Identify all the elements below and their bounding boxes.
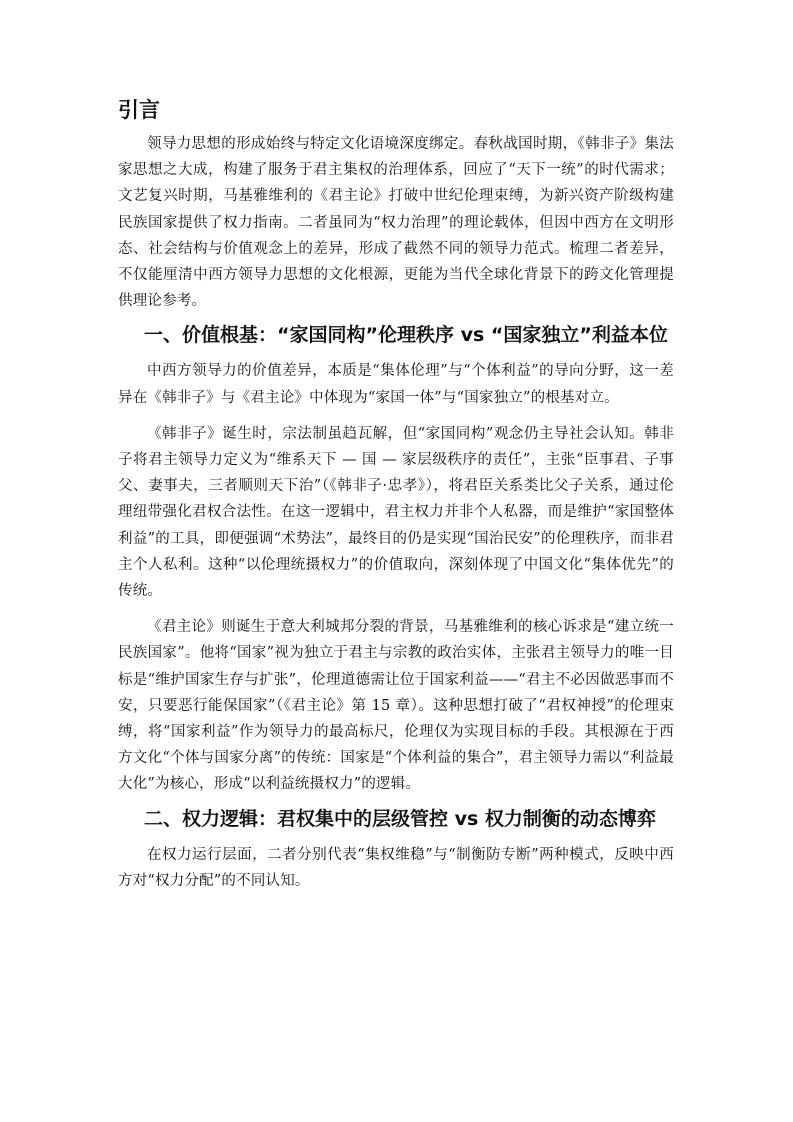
intro-paragraph: 领导力思想的形成始终与特定文化语境深度绑定。春秋战国时期，《韩非子》集法家思想之大成，构建了服务于君主集权的治理体系，回应了“天下一统”的时代需求；文艺复兴时期，马基雅维利的《君主论》打破中世纪伦理束缚，为新兴资产阶级构建民族国家提供了权力指南。二者虽同为“权力治理”的理论载体，但因中西方在文明形态、社会结构与价值观念上的差异，形成了截然不同的领导力范式。梳理二者差异，不仅能厘清中西方领导力思想的文化根源，更能为当代全球化背景下的跨文化管理提供理论参考。 bbox=[118, 136, 674, 310]
section-1-heading: 一、价值根基：“家国同构”伦理秩序 vs “国家独立”利益本位 bbox=[144, 324, 668, 347]
section-2-paragraph: 在权力运行层面，二者分别代表“集权维稳”与“制衡防专断”两种模式，反映中西方对“权力分配”的不同认知。 bbox=[118, 846, 674, 889]
section-1-paragraph-1: 中西方领导力的价值差异，本质是“集体伦理”与“个体利益”的导向分野，这一差异在《韩非子》与《君主论》中体现为“家国一体”与“国家独立”的根基对立。 bbox=[118, 363, 674, 406]
section-1-paragraph-2: 《韩非子》诞生时，宗法制虽趋瓦解，但“家国同构”观念仍主导社会认知。韩非子将君主领导力定义为“维系天下 — 国 — 家层级秩序的责任”，主张“臣事君、子事父、妻事夫，三者顺则天下治”（《韩非子·忠孝》），将君臣关系类比父子关系，通过伦理纽带强化君权合法性。在这一逻辑中，君主权力并非个人私器，而是维护“家国整体利益”的工具，即便强调“术势法”，最终目的仍是实现“国治民安”的伦理秩序，而非君主个人私利。这种“以伦理统摄权力”的价值取向，深刻体现了中国文化“集体优先”的传统。 bbox=[118, 425, 674, 600]
section-2-heading: 二、权力逻辑：君权集中的层级管控 vs 权力制衡的动态博弈 bbox=[144, 807, 656, 830]
document-page bbox=[118, 96, 674, 894]
section-1-paragraph-3: 《君主论》则诞生于意大利城邦分裂的背景，马基雅维利的核心诉求是“建立统一民族国家”。他将“国家”视为独立于君主与宗教的政治实体，主张君主领导力的唯一目标是“维护国家生存与扩张”，伦理道德需让位于国家利益——“君主不必因做恶事而不安，只要恶行能保国家”（《君主论》第 15 章）。这种思想打破了“君权神授”的伦理束缚，将“国家利益”作为领导力的最高标尺，伦理仅为实现目标的手段。其根源在于西方文化“个体与国家分离”的传统：国家是“个体利益的集合”，君主领导力需以“利益最大化”为核心，形成“以利益统摄权力”的逻辑。 bbox=[118, 619, 674, 793]
intro-heading: 引言 bbox=[118, 98, 160, 122]
